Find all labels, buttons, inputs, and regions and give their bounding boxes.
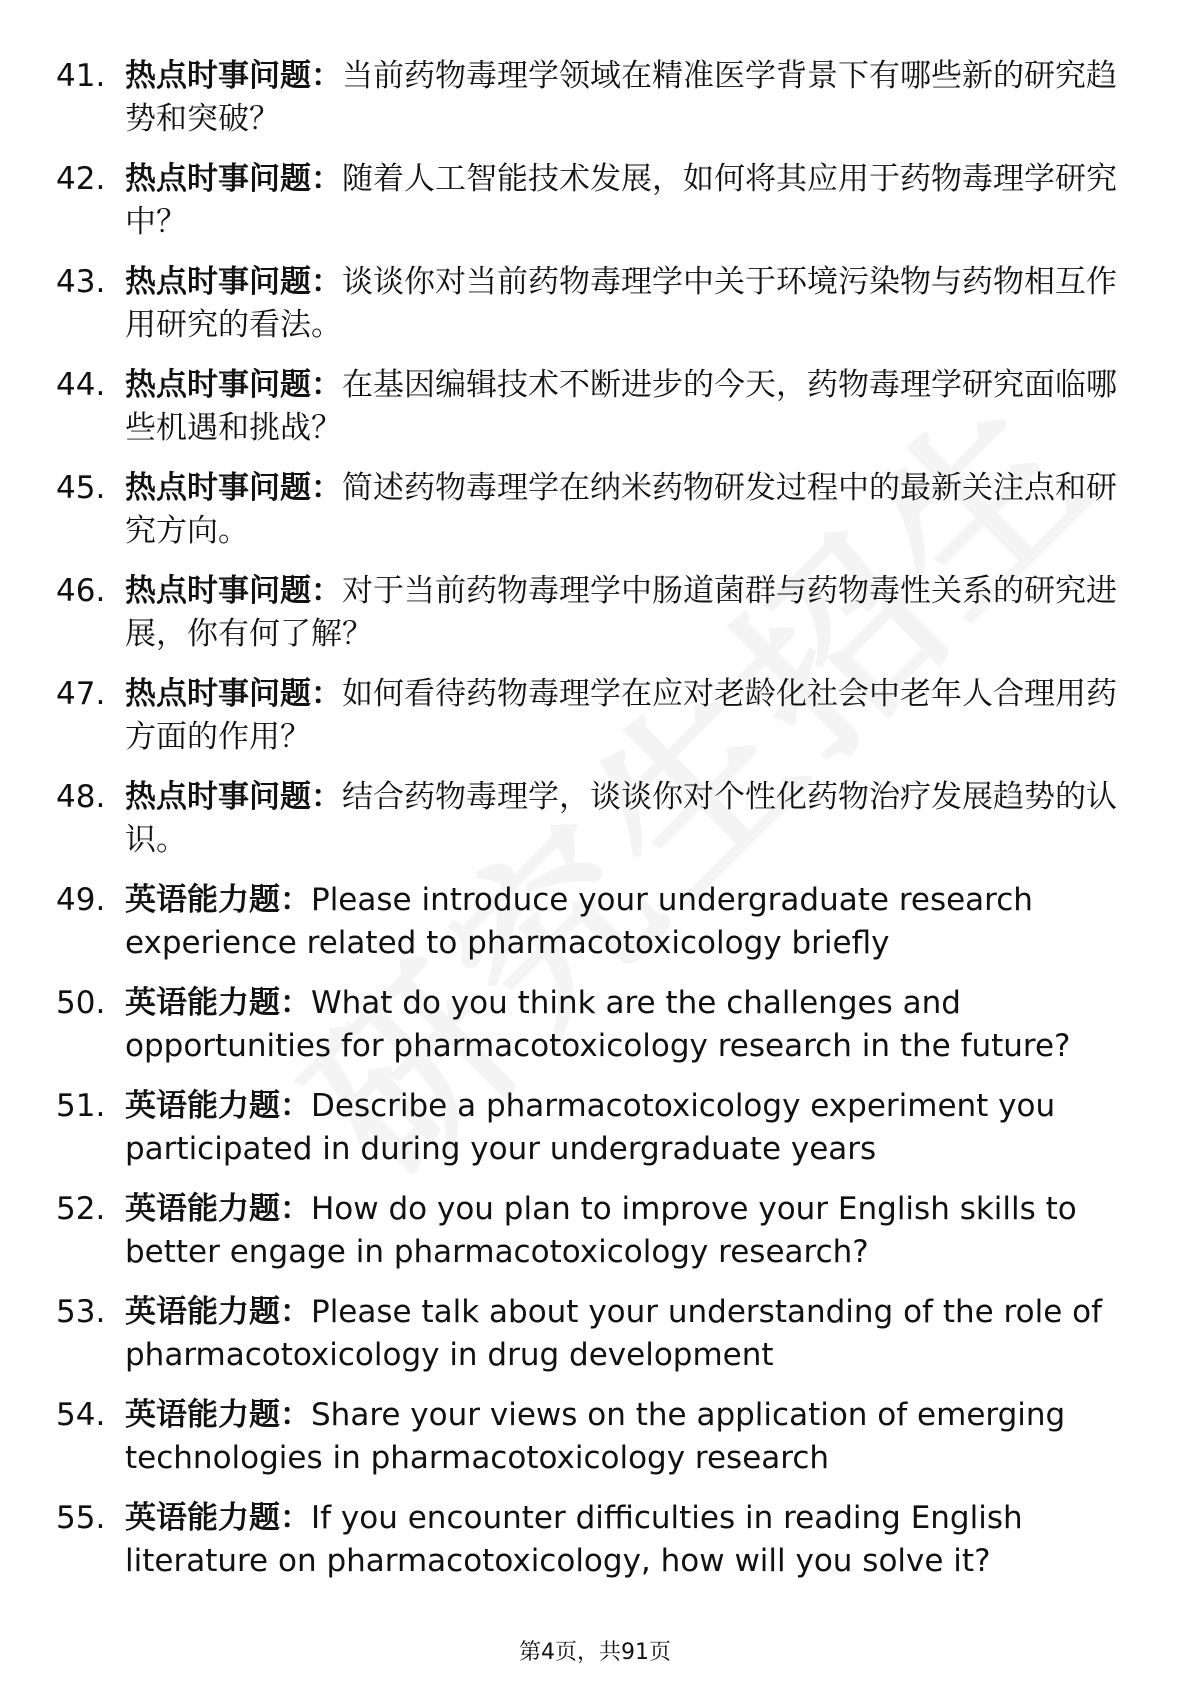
question-item bbox=[0, 570, 1190, 656]
question-separator: ： bbox=[311, 676, 342, 712]
page-footer bbox=[0, 1635, 1190, 1666]
question-category: 英语能力题 bbox=[125, 1191, 280, 1227]
question-text: 谈谈你对当前药物毒理学中关于环境污染物与药物相互作用研究的看法。 bbox=[125, 264, 1117, 343]
question-item bbox=[0, 879, 1190, 965]
question-number: 46. bbox=[56, 573, 106, 609]
question-separator: ： bbox=[280, 882, 311, 918]
question-separator: ： bbox=[311, 470, 342, 506]
question-number: 43. bbox=[56, 264, 106, 300]
question-number: 48. bbox=[56, 779, 106, 815]
question-text: 对于当前药物毒理学中肠道菌群与药物毒性关系的研究进展，你有何了解？ bbox=[125, 573, 1117, 652]
question-category: 热点时事问题 bbox=[125, 573, 311, 609]
question-item bbox=[0, 982, 1190, 1068]
question-separator: ： bbox=[311, 367, 342, 403]
question-separator: ： bbox=[280, 1088, 311, 1124]
question-number: 53. bbox=[56, 1294, 106, 1330]
question-text: Please introduce your undergraduate research experience related to pharmacotoxicology briefly bbox=[125, 882, 1033, 961]
question-text: 在基因编辑技术不断进步的今天，药物毒理学研究面临哪些机遇和挑战？ bbox=[125, 367, 1117, 446]
question-category: 热点时事问题 bbox=[125, 367, 311, 403]
question-text: Please talk about your understanding of the role of pharmacotoxicology in drug development bbox=[125, 1294, 1102, 1373]
question-separator: ： bbox=[311, 58, 342, 94]
question-number: 44. bbox=[56, 367, 106, 403]
question-item bbox=[0, 1291, 1190, 1377]
question-separator: ： bbox=[280, 1294, 311, 1330]
question-text: 如何看待药物毒理学在应对老龄化社会中老年人合理用药方面的作用？ bbox=[125, 676, 1117, 755]
question-item bbox=[0, 1497, 1190, 1583]
question-category: 英语能力题 bbox=[125, 1088, 280, 1124]
question-category: 热点时事问题 bbox=[125, 161, 311, 197]
question-category: 热点时事问题 bbox=[125, 779, 311, 815]
question-text: 简述药物毒理学在纳米药物研发过程中的最新关注点和研究方向。 bbox=[125, 470, 1117, 549]
question-separator: ： bbox=[280, 1397, 311, 1433]
question-separator: ： bbox=[280, 1500, 311, 1536]
question-category: 英语能力题 bbox=[125, 1397, 280, 1433]
question-item bbox=[0, 261, 1190, 347]
question-item bbox=[0, 776, 1190, 862]
question-number: 45. bbox=[56, 470, 106, 506]
question-category: 英语能力题 bbox=[125, 1294, 280, 1330]
question-item bbox=[0, 1188, 1190, 1274]
question-number: 50. bbox=[56, 985, 106, 1021]
question-number: 52. bbox=[56, 1191, 106, 1227]
question-category: 热点时事问题 bbox=[125, 58, 311, 94]
question-number: 49. bbox=[56, 882, 106, 918]
question-number: 41. bbox=[56, 58, 106, 94]
question-number: 54. bbox=[56, 1397, 106, 1433]
question-separator: ： bbox=[280, 1191, 311, 1227]
question-text: 当前药物毒理学领域在精准医学背景下有哪些新的研究趋势和突破？ bbox=[125, 58, 1117, 137]
question-category: 英语能力题 bbox=[125, 985, 280, 1021]
question-separator: ： bbox=[311, 779, 342, 815]
page-number-label: 第4页，共91页 bbox=[519, 1640, 671, 1665]
question-item bbox=[0, 673, 1190, 759]
question-separator: ： bbox=[311, 264, 342, 300]
question-category: 热点时事问题 bbox=[125, 264, 311, 300]
question-item bbox=[0, 55, 1190, 141]
question-text: Share your views on the application of emerging technologies in pharmacotoxicology research bbox=[125, 1397, 1066, 1476]
question-separator: ： bbox=[311, 573, 342, 609]
question-item bbox=[0, 364, 1190, 450]
question-item bbox=[0, 1085, 1190, 1171]
question-number: 55. bbox=[56, 1500, 106, 1536]
question-text: How do you plan to improve your English skills to better engage in pharmacotoxicology research? bbox=[125, 1191, 1077, 1270]
question-text: 随着人工智能技术发展，如何将其应用于药物毒理学研究中？ bbox=[125, 161, 1117, 240]
question-list bbox=[0, 55, 1190, 1600]
question-separator: ： bbox=[311, 161, 342, 197]
question-text: 结合药物毒理学，谈谈你对个性化药物治疗发展趋势的认识。 bbox=[125, 779, 1117, 858]
question-number: 42. bbox=[56, 161, 106, 197]
question-number: 47. bbox=[56, 676, 106, 712]
question-text: If you encounter difficulties in reading English literature on pharmacotoxicology, how will you solve it? bbox=[125, 1500, 1023, 1579]
question-number: 51. bbox=[56, 1088, 106, 1124]
question-category: 热点时事问题 bbox=[125, 676, 311, 712]
question-separator: ： bbox=[280, 985, 311, 1021]
question-item bbox=[0, 467, 1190, 553]
question-text: What do you think are the challenges and opportunities for pharmacotoxicology research in the future? bbox=[125, 985, 1071, 1064]
question-text: Describe a pharmacotoxicology experiment you participated in during your undergraduate years bbox=[125, 1088, 1056, 1167]
question-category: 英语能力题 bbox=[125, 1500, 280, 1536]
question-item bbox=[0, 158, 1190, 244]
question-item bbox=[0, 1394, 1190, 1480]
question-category: 热点时事问题 bbox=[125, 470, 311, 506]
question-category: 英语能力题 bbox=[125, 882, 280, 918]
